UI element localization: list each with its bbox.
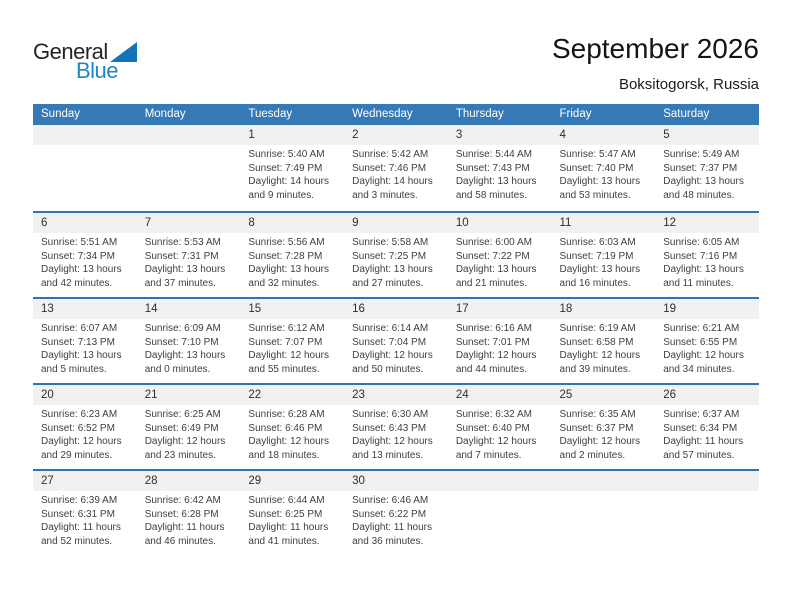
- sunset-line: Sunset: 7:16 PM: [663, 250, 738, 262]
- sun-info: [240, 145, 344, 202]
- day-number: 22: [240, 385, 344, 405]
- sunrise-line: Sunrise: 6:46 AM: [352, 495, 429, 506]
- daylight-hours-line: Daylight: 11 hours: [663, 436, 744, 448]
- daylight-hours-line: Daylight: 13 hours: [41, 350, 122, 362]
- day-cell-10: [448, 213, 552, 297]
- logo-word-blue: Blue: [76, 58, 119, 83]
- day-number: 7: [137, 213, 241, 233]
- day-cell-5: [655, 125, 759, 211]
- sun-info: [655, 491, 759, 494]
- sunrise-line: Sunrise: 6:00 AM: [455, 237, 532, 248]
- day-cell-4: [552, 125, 656, 211]
- weekday-header-friday: Friday: [559, 108, 592, 120]
- daylight-hours-line: Daylight: 13 hours: [144, 264, 226, 276]
- week-row: [33, 469, 759, 555]
- daylight-hours-line: Daylight: 12 hours: [663, 350, 744, 362]
- daylight-hours-line: Daylight: 13 hours: [455, 176, 537, 188]
- daylight-hours-line: Daylight: 12 hours: [455, 436, 537, 448]
- sunrise-line: Sunrise: 5:47 AM: [559, 149, 636, 160]
- sun-info: [344, 491, 448, 548]
- sunrise-line: Sunrise: 6:21 AM: [663, 323, 740, 334]
- sunrise-line: Sunrise: 6:14 AM: [352, 323, 429, 334]
- daylight-hours-line: Daylight: 13 hours: [144, 350, 226, 362]
- daylight-minutes-line: and 32 minutes.: [248, 277, 320, 289]
- day-number: 6: [33, 213, 137, 233]
- day-number: 4: [552, 125, 656, 145]
- weekday-header-row: [33, 104, 759, 125]
- day-number: 9: [344, 213, 448, 233]
- general-blue-logo: [33, 40, 137, 82]
- daylight-minutes-line: and 11 minutes.: [663, 277, 734, 289]
- day-number: [655, 471, 759, 491]
- daylight-minutes-line: and 18 minutes.: [248, 449, 320, 461]
- sunset-line: Sunset: 7:43 PM: [455, 162, 530, 174]
- sunrise-line: Sunrise: 5:58 AM: [352, 237, 429, 248]
- empty-day-cell: [33, 125, 137, 211]
- daylight-minutes-line: and 37 minutes.: [144, 277, 216, 289]
- weekday-header-thursday: Thursday: [455, 108, 504, 120]
- daylight-minutes-line: and 3 minutes.: [352, 189, 418, 201]
- sun-info: [240, 319, 344, 376]
- sunset-line: Sunset: 7:49 PM: [248, 162, 323, 174]
- sun-info: [137, 145, 241, 148]
- sun-info: [655, 319, 759, 376]
- day-number: 5: [655, 125, 759, 145]
- sun-info: [240, 491, 344, 548]
- daylight-minutes-line: and 0 minutes.: [144, 363, 211, 375]
- sun-info: [33, 233, 137, 290]
- day-cell-7: [137, 213, 241, 297]
- day-number: 1: [240, 125, 344, 145]
- day-number: 11: [552, 213, 656, 233]
- daylight-hours-line: Daylight: 14 hours: [248, 176, 330, 188]
- sunset-line: Sunset: 6:43 PM: [352, 422, 427, 434]
- logo-word-general: General: [33, 39, 108, 64]
- day-cell-29: [240, 471, 344, 555]
- day-number: 21: [137, 385, 241, 405]
- day-cell-18: [552, 299, 656, 383]
- day-cell-25: [552, 385, 656, 469]
- daylight-minutes-line: and 52 minutes.: [41, 535, 113, 547]
- day-number: 12: [655, 213, 759, 233]
- sunset-line: Sunset: 7:01 PM: [455, 336, 530, 348]
- sun-info: [552, 145, 656, 202]
- sunrise-line: Sunrise: 6:44 AM: [248, 495, 325, 506]
- sunrise-line: Sunrise: 5:53 AM: [144, 237, 221, 248]
- daylight-hours-line: Daylight: 14 hours: [352, 176, 433, 188]
- sunrise-line: Sunrise: 5:51 AM: [41, 237, 118, 248]
- empty-day-cell: [137, 125, 241, 211]
- sunset-line: Sunset: 7:28 PM: [248, 250, 323, 262]
- day-number: 8: [240, 213, 344, 233]
- sun-info: [137, 491, 241, 548]
- sun-info: [344, 405, 448, 462]
- daylight-hours-line: Daylight: 12 hours: [352, 436, 433, 448]
- daylight-hours-line: Daylight: 12 hours: [455, 350, 537, 362]
- day-cell-8: [240, 213, 344, 297]
- day-number: 17: [448, 299, 552, 319]
- daylight-hours-line: Daylight: 12 hours: [41, 436, 122, 448]
- sunrise-line: Sunrise: 6:28 AM: [248, 409, 325, 420]
- day-number: 18: [552, 299, 656, 319]
- sunrise-line: Sunrise: 6:03 AM: [559, 237, 636, 248]
- sunset-line: Sunset: 6:37 PM: [559, 422, 634, 434]
- day-number: 24: [448, 385, 552, 405]
- daylight-minutes-line: and 42 minutes.: [41, 277, 113, 289]
- sunset-line: Sunset: 6:22 PM: [352, 508, 427, 520]
- sun-info: [33, 405, 137, 462]
- daylight-hours-line: Daylight: 11 hours: [352, 522, 432, 534]
- day-number: 19: [655, 299, 759, 319]
- sunset-line: Sunset: 6:55 PM: [663, 336, 738, 348]
- daylight-hours-line: Daylight: 12 hours: [144, 436, 226, 448]
- daylight-minutes-line: and 53 minutes.: [559, 189, 631, 201]
- day-number: 30: [344, 471, 448, 491]
- sun-info: [240, 405, 344, 462]
- day-cell-28: [137, 471, 241, 555]
- sunrise-line: Sunrise: 6:35 AM: [559, 409, 636, 420]
- sun-info: [448, 233, 552, 290]
- sunset-line: Sunset: 7:19 PM: [559, 250, 634, 262]
- sun-info: [552, 233, 656, 290]
- day-cell-26: [655, 385, 759, 469]
- day-number: 28: [137, 471, 241, 491]
- sun-info: [344, 145, 448, 202]
- sun-info: [448, 145, 552, 202]
- day-number: 20: [33, 385, 137, 405]
- day-cell-30: [344, 471, 448, 555]
- week-row: [33, 297, 759, 383]
- page-title: September 2026: [551, 33, 759, 64]
- sunrise-line: Sunrise: 6:32 AM: [455, 409, 532, 420]
- sun-info: [552, 319, 656, 376]
- daylight-minutes-line: and 23 minutes.: [144, 449, 216, 461]
- weekday-header-monday: Monday: [144, 108, 186, 120]
- day-cell-13: [33, 299, 137, 383]
- day-cell-17: [448, 299, 552, 383]
- sunrise-line: Sunrise: 5:42 AM: [352, 149, 429, 160]
- sunset-line: Sunset: 7:25 PM: [352, 250, 427, 262]
- daylight-minutes-line: and 34 minutes.: [663, 363, 735, 375]
- sunrise-line: Sunrise: 6:39 AM: [41, 495, 118, 506]
- daylight-minutes-line: and 58 minutes.: [455, 189, 527, 201]
- sunset-line: Sunset: 7:46 PM: [352, 162, 427, 174]
- daylight-hours-line: Daylight: 13 hours: [663, 176, 744, 188]
- day-cell-21: [137, 385, 241, 469]
- weekday-header-sunday: Sunday: [41, 108, 81, 120]
- sunset-line: Sunset: 6:49 PM: [144, 422, 219, 434]
- sunrise-line: Sunrise: 5:40 AM: [248, 149, 325, 160]
- sun-info: [552, 491, 656, 494]
- day-number: 10: [448, 213, 552, 233]
- sunrise-line: Sunrise: 6:42 AM: [144, 495, 221, 506]
- sunset-line: Sunset: 7:40 PM: [559, 162, 634, 174]
- day-cell-24: [448, 385, 552, 469]
- day-number: 27: [33, 471, 137, 491]
- sunset-line: Sunset: 7:31 PM: [144, 250, 219, 262]
- sun-info: [448, 319, 552, 376]
- sunset-line: Sunset: 7:22 PM: [455, 250, 530, 262]
- daylight-minutes-line: and 48 minutes.: [663, 189, 735, 201]
- sun-info: [448, 405, 552, 462]
- day-cell-1: [240, 125, 344, 211]
- sun-info: [552, 405, 656, 462]
- sunset-line: Sunset: 6:25 PM: [248, 508, 323, 520]
- daylight-minutes-line: and 16 minutes.: [559, 277, 631, 289]
- sunrise-line: Sunrise: 6:23 AM: [41, 409, 118, 420]
- day-cell-14: [137, 299, 241, 383]
- sunrise-line: Sunrise: 5:56 AM: [248, 237, 325, 248]
- sun-info: [33, 319, 137, 376]
- sunset-line: Sunset: 6:46 PM: [248, 422, 323, 434]
- sunrise-line: Sunrise: 5:44 AM: [455, 149, 532, 160]
- daylight-hours-line: Daylight: 12 hours: [352, 350, 433, 362]
- title-block: [552, 33, 759, 93]
- sunrise-line: Sunrise: 6:19 AM: [559, 323, 636, 334]
- day-cell-6: [33, 213, 137, 297]
- empty-day-cell: [552, 471, 656, 555]
- sun-info: [240, 233, 344, 290]
- day-cell-27: [33, 471, 137, 555]
- daylight-minutes-line: and 5 minutes.: [41, 363, 107, 375]
- daylight-hours-line: Daylight: 13 hours: [559, 264, 641, 276]
- day-number: [552, 471, 656, 491]
- sunset-line: Sunset: 6:52 PM: [41, 422, 115, 434]
- sunset-line: Sunset: 6:40 PM: [455, 422, 530, 434]
- sun-info: [344, 319, 448, 376]
- sunrise-line: Sunrise: 6:12 AM: [248, 323, 325, 334]
- daylight-hours-line: Daylight: 13 hours: [41, 264, 122, 276]
- day-number: 16: [344, 299, 448, 319]
- sunset-line: Sunset: 7:34 PM: [41, 250, 115, 262]
- sunset-line: Sunset: 7:10 PM: [144, 336, 219, 348]
- daylight-hours-line: Daylight: 13 hours: [248, 264, 330, 276]
- day-number: 15: [240, 299, 344, 319]
- sun-info: [33, 145, 137, 148]
- daylight-minutes-line: and 9 minutes.: [248, 189, 315, 201]
- sunset-line: Sunset: 6:58 PM: [559, 336, 634, 348]
- sunset-line: Sunset: 7:13 PM: [41, 336, 115, 348]
- daylight-hours-line: Daylight: 13 hours: [559, 176, 641, 188]
- week-row: [33, 383, 759, 469]
- daylight-hours-line: Daylight: 13 hours: [455, 264, 537, 276]
- day-number: 25: [552, 385, 656, 405]
- daylight-minutes-line: and 2 minutes.: [559, 449, 626, 461]
- day-number: 3: [448, 125, 552, 145]
- day-cell-9: [344, 213, 448, 297]
- day-cell-23: [344, 385, 448, 469]
- day-number: [137, 125, 241, 145]
- daylight-hours-line: Daylight: 11 hours: [41, 522, 121, 534]
- daylight-minutes-line: and 55 minutes.: [248, 363, 320, 375]
- sun-info: [655, 145, 759, 202]
- day-cell-16: [344, 299, 448, 383]
- sun-info: [448, 491, 552, 494]
- sunrise-line: Sunrise: 6:09 AM: [144, 323, 221, 334]
- sun-info: [137, 405, 241, 462]
- daylight-minutes-line: and 21 minutes.: [455, 277, 527, 289]
- day-cell-19: [655, 299, 759, 383]
- day-number: 23: [344, 385, 448, 405]
- empty-day-cell: [655, 471, 759, 555]
- daylight-hours-line: Daylight: 12 hours: [248, 350, 330, 362]
- day-cell-11: [552, 213, 656, 297]
- daylight-minutes-line: and 13 minutes.: [352, 449, 424, 461]
- day-cell-2: [344, 125, 448, 211]
- daylight-hours-line: Daylight: 13 hours: [352, 264, 433, 276]
- sunset-line: Sunset: 7:04 PM: [352, 336, 427, 348]
- daylight-minutes-line: and 7 minutes.: [455, 449, 522, 461]
- week-row: [33, 211, 759, 297]
- day-number: 2: [344, 125, 448, 145]
- daylight-minutes-line: and 27 minutes.: [352, 277, 424, 289]
- day-number: [448, 471, 552, 491]
- sun-info: [137, 319, 241, 376]
- empty-day-cell: [448, 471, 552, 555]
- sunrise-line: Sunrise: 6:05 AM: [663, 237, 740, 248]
- sun-info: [33, 491, 137, 548]
- daylight-hours-line: Daylight: 12 hours: [248, 436, 330, 448]
- daylight-minutes-line: and 57 minutes.: [663, 449, 735, 461]
- day-number: 29: [240, 471, 344, 491]
- location-subtitle: Boksitogorsk, Russia: [618, 76, 759, 93]
- calendar-grid: [33, 104, 759, 555]
- sunrise-line: Sunrise: 6:25 AM: [144, 409, 221, 420]
- sunset-line: Sunset: 6:28 PM: [144, 508, 219, 520]
- daylight-minutes-line: and 29 minutes.: [41, 449, 113, 461]
- sun-info: [655, 405, 759, 462]
- sunrise-line: Sunrise: 6:37 AM: [663, 409, 740, 420]
- day-number: 26: [655, 385, 759, 405]
- sun-info: [344, 233, 448, 290]
- day-cell-22: [240, 385, 344, 469]
- sunrise-line: Sunrise: 5:49 AM: [663, 149, 740, 160]
- daylight-minutes-line: and 41 minutes.: [248, 535, 320, 547]
- sunset-line: Sunset: 6:31 PM: [41, 508, 115, 520]
- sunset-line: Sunset: 6:34 PM: [663, 422, 738, 434]
- weekday-header-tuesday: Tuesday: [248, 108, 293, 120]
- daylight-minutes-line: and 44 minutes.: [455, 363, 527, 375]
- daylight-minutes-line: and 50 minutes.: [352, 363, 424, 375]
- sun-info: [137, 233, 241, 290]
- weekday-header-wednesday: Wednesday: [352, 108, 413, 120]
- daylight-hours-line: Daylight: 11 hours: [144, 522, 225, 534]
- daylight-hours-line: Daylight: 13 hours: [663, 264, 744, 276]
- sun-info: [655, 233, 759, 290]
- daylight-hours-line: Daylight: 12 hours: [559, 350, 641, 362]
- day-number: 13: [33, 299, 137, 319]
- week-row: [33, 125, 759, 211]
- daylight-minutes-line: and 39 minutes.: [559, 363, 631, 375]
- day-number: 14: [137, 299, 241, 319]
- sunrise-line: Sunrise: 6:30 AM: [352, 409, 429, 420]
- day-cell-20: [33, 385, 137, 469]
- daylight-minutes-line: and 36 minutes.: [352, 535, 424, 547]
- day-cell-12: [655, 213, 759, 297]
- sunrise-line: Sunrise: 6:07 AM: [41, 323, 118, 334]
- sunset-line: Sunset: 7:37 PM: [663, 162, 738, 174]
- sunrise-line: Sunrise: 6:16 AM: [455, 323, 532, 334]
- day-cell-3: [448, 125, 552, 211]
- sunset-line: Sunset: 7:07 PM: [248, 336, 323, 348]
- weekday-header-saturday: Saturday: [663, 108, 710, 120]
- daylight-hours-line: Daylight: 12 hours: [559, 436, 641, 448]
- day-number: [33, 125, 137, 145]
- daylight-hours-line: Daylight: 11 hours: [248, 522, 329, 534]
- day-cell-15: [240, 299, 344, 383]
- daylight-minutes-line: and 46 minutes.: [144, 535, 216, 547]
